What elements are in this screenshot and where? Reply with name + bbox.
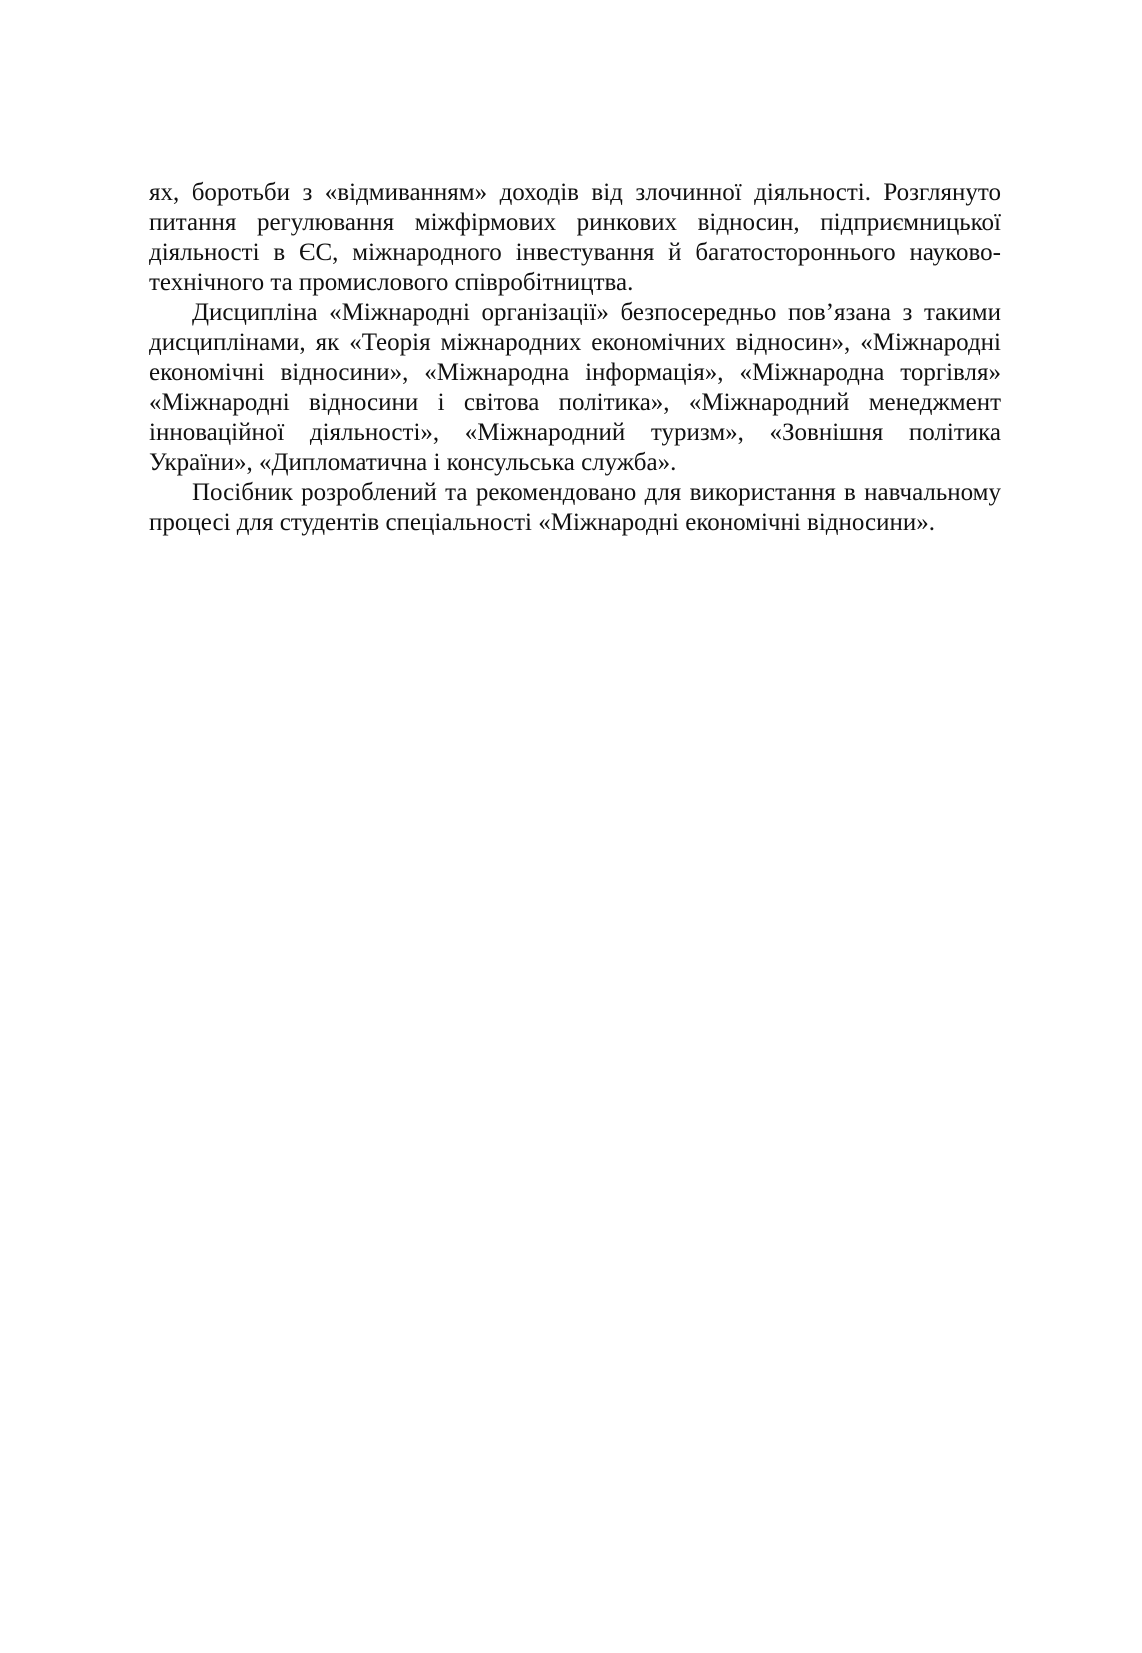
paragraph-discipline: Дисципліна «Міжнародні організації» безпосередньо пов’язана з такими дисциплінами, як «Теорія міжнародних економічних відносин», «Міжнародні економічні відносини», «Міжнародна інформація», «Міжнародна торгівля» «Міжнародні відносини і світова політика», «Міжнародний менеджмент інноваційної діяльності», «Міжнародний туризм», «Зовнішня політика України», «Дипломатична і консульська служба». xyxy=(149,299,1001,476)
paragraph-manual: Посібник розроблений та рекомендовано для використання в навчальному процесі для студентів спеціальності «Міжнародні економічні відносини». xyxy=(149,479,1001,536)
body-text xyxy=(149,178,1001,538)
paragraph-continuation: ях, боротьби з «відмиванням» доходів від злочинної діяльності. Розглянуто питання регулювання міжфірмових ринкових відносин, підприємницької діяльності в ЄС, міжнародного інвестування й багатостороннього науково-технічного та промислового співробітництва. xyxy=(149,179,1001,296)
